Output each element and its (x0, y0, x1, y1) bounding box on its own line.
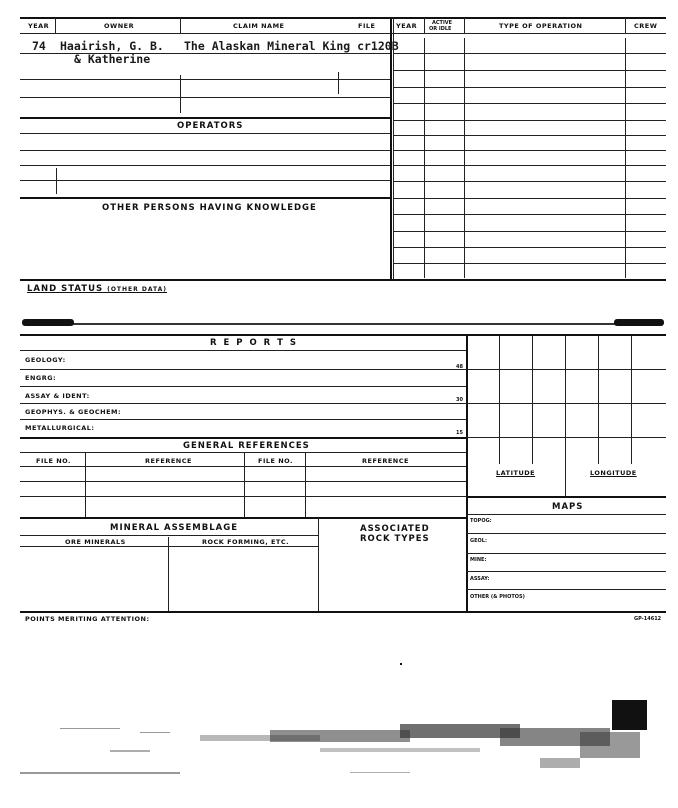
associated-rock-types-line2: ROCK TYPES (360, 534, 430, 544)
rule (168, 537, 169, 612)
rule (464, 17, 465, 34)
rule (393, 150, 666, 151)
rule (393, 120, 666, 121)
maps-mine: MINE: (470, 557, 487, 563)
mineral-assemblage-title: MINERAL ASSEMBLAGE (110, 523, 239, 533)
rule (20, 403, 466, 404)
report-geology-num: 48 (456, 364, 463, 370)
scan-speck (400, 663, 402, 665)
rule (20, 79, 392, 80)
rule (20, 466, 466, 467)
latitude-label: LATITUDE (496, 469, 536, 477)
rule (20, 452, 466, 453)
rule (20, 496, 466, 497)
report-engrg: ENGRG: (25, 374, 57, 382)
maps-topog: TOPOG: (470, 518, 492, 524)
rule (466, 403, 666, 404)
rule (20, 150, 392, 151)
rule (466, 533, 666, 534)
rule (466, 553, 666, 554)
entry-row-line (20, 53, 392, 54)
header-year-right: YEAR (396, 22, 418, 30)
rule (338, 72, 339, 94)
rule (20, 197, 392, 199)
rule (393, 247, 666, 248)
maps-assay: ASSAY: (470, 576, 490, 582)
maps-title: MAPS (552, 502, 584, 512)
rule (20, 437, 466, 439)
rule (598, 336, 599, 464)
rule (393, 165, 666, 166)
report-assay-num: 30 (456, 397, 463, 403)
rule (532, 336, 533, 464)
gr-col-reference-1: REFERENCE (145, 457, 192, 465)
report-geology: GEOLOGY: (25, 356, 66, 364)
rule (393, 181, 666, 182)
rule (244, 452, 245, 518)
rule (20, 97, 392, 98)
rule (55, 17, 56, 34)
rule (466, 514, 666, 515)
rule (466, 369, 666, 370)
rule (464, 38, 465, 278)
header-file: FILE (358, 22, 376, 30)
rule (393, 53, 666, 54)
rule (20, 369, 466, 370)
rule (20, 117, 392, 119)
operators-title: OPERATORS (177, 121, 244, 131)
rule (466, 589, 666, 590)
rule (85, 452, 86, 518)
entry-claim-name: The Alaskan Mineral King cr120B (184, 39, 399, 53)
rule (424, 38, 425, 278)
rule (499, 336, 500, 464)
header-claim-name: CLAIM NAME (233, 22, 285, 30)
other-persons-title: OTHER PERSONS HAVING KNOWLEDGE (102, 203, 317, 213)
rule (393, 87, 666, 88)
rule (424, 17, 425, 34)
report-geophys: GEOPHYS. & GEOCHEM: (25, 408, 122, 416)
rule (393, 103, 666, 104)
rule (466, 496, 666, 498)
rule (393, 17, 394, 279)
form-number: GP-14612 (634, 616, 662, 622)
ore-minerals-label: ORE MINERALS (65, 538, 126, 546)
rule (565, 336, 566, 496)
land-status-title (27, 284, 167, 294)
divider-rule (70, 323, 618, 325)
gr-col-file-no-1: FILE NO. (36, 457, 71, 465)
header-or-idle: OR IDLE (429, 26, 452, 32)
rule (393, 70, 666, 71)
rule (305, 452, 306, 518)
rule (20, 535, 318, 536)
report-metallurgical: METALLURGICAL: (25, 424, 95, 432)
rule (180, 17, 181, 34)
rule (393, 214, 666, 215)
rule (393, 135, 666, 136)
rule (393, 263, 666, 264)
entry-owner-line2: & Katherine (74, 52, 151, 66)
rule (631, 336, 632, 464)
scan-noise (20, 710, 660, 785)
entry-owner-line1: Haairish, G. B. (60, 39, 164, 53)
rule (625, 38, 626, 278)
top-border (20, 17, 666, 19)
general-references-title: GENERAL REFERENCES (183, 441, 310, 451)
entry-year: 74 (32, 39, 46, 53)
rule (20, 546, 318, 547)
rule (20, 386, 466, 387)
reports-title: R E P O R T S (210, 338, 299, 348)
header-year: YEAR (28, 22, 50, 30)
maps-other: OTHER (& PHOTOS) (470, 594, 525, 600)
reports-top-border (20, 334, 666, 336)
rule (466, 571, 666, 572)
rule (20, 350, 466, 351)
header-underline (20, 33, 666, 34)
associated-rock-types-line1: ASSOCIATED (360, 524, 430, 534)
rock-forming-label: ROCK FORMING, ETC. (202, 538, 290, 546)
rule (393, 231, 666, 232)
rule (20, 133, 392, 134)
land-status-label: LAND STATUS (27, 284, 104, 294)
rule (180, 75, 181, 113)
rule (20, 279, 666, 281)
maps-geol: GEOL: (470, 538, 487, 544)
points-meriting-attention: POINTS MERITING ATTENTION: (25, 615, 150, 623)
rule (20, 165, 392, 166)
report-metallurgical-num: 15 (456, 430, 463, 436)
rule (390, 17, 392, 279)
rule (20, 517, 466, 519)
longitude-label: LONGITUDE (590, 469, 637, 477)
rule (20, 180, 392, 181)
rule (318, 517, 319, 612)
gr-col-file-no-2: FILE NO. (258, 457, 293, 465)
header-owner: OWNER (104, 22, 135, 30)
land-status-sub: (OTHER DATA) (107, 286, 168, 293)
ink-blot (22, 319, 74, 326)
rule (20, 611, 666, 613)
header-type-of-operation: TYPE OF OPERATION (499, 22, 583, 30)
header-active: ACTIVE (432, 20, 453, 26)
ink-blot (614, 319, 664, 326)
rule (625, 17, 626, 34)
rule (56, 168, 57, 194)
rule (20, 419, 466, 420)
rule (466, 437, 666, 438)
rule (20, 481, 466, 482)
header-crew: CREW (634, 22, 658, 30)
report-assay: ASSAY & IDENT: (25, 392, 90, 400)
rule (393, 198, 666, 199)
gr-col-reference-2: REFERENCE (362, 457, 409, 465)
